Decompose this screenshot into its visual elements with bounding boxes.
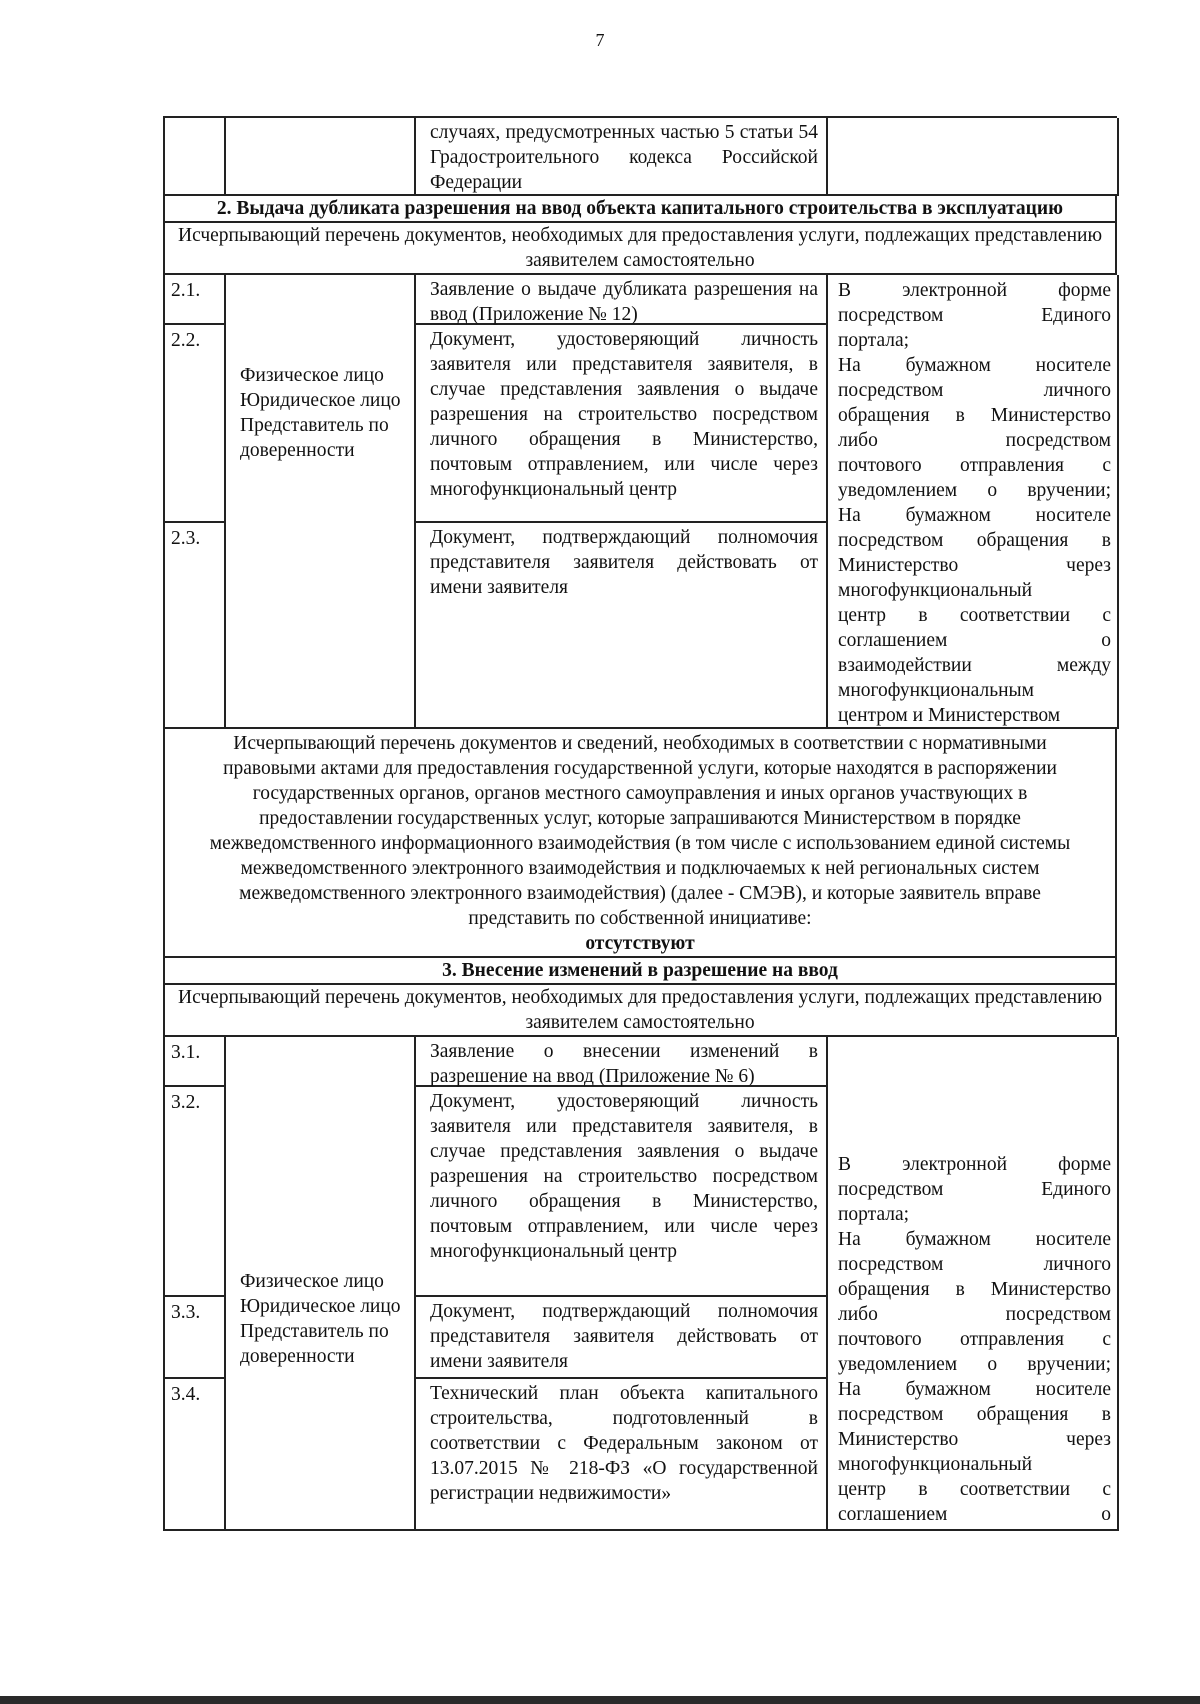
method-line: посредством личного	[838, 1254, 1111, 1275]
method-line: Министерство через	[838, 555, 1111, 576]
document-name: Документ, подтверждающий полномочия представителя заявителя действовать от имени заявителя	[416, 1297, 828, 1379]
document-name: Документ, удостоверяющий личность заявителя или представителя заявителя, в случае представления заявления о выдаче разрешения на строительство посредством личного обращения в Министерство, почтовым отправлением, или числе через многофункциональный центр	[416, 1087, 828, 1297]
section-3-list-header: Исчерпывающий перечень документов, необходимых для предоставления услуги, подлежащих представлению заявителем самостоятельно	[163, 985, 1117, 1037]
method-line: портала;	[838, 1204, 910, 1225]
applicant-type: Юридическое лицо	[240, 1296, 401, 1317]
method-line: посредством Единого	[838, 305, 1111, 326]
method-line: На бумажном носителе	[838, 1379, 1111, 1400]
row-number: 3.3.	[165, 1297, 226, 1379]
method-line: почтового отправления с	[838, 455, 1111, 476]
method-line: посредством обращения в	[838, 1404, 1111, 1425]
document-name: Заявление о внесении изменений в разрешение на ввод (Приложение № 6)	[416, 1037, 828, 1087]
applicant-type: Представитель по доверенности	[240, 415, 389, 461]
document-name: Документ, удостоверяющий личность заявителя или представителя заявителя, в случае представления заявления о выдаче разрешения на строительство посредством личного обращения в Министерство, почтовым отправлением, или числе через многофункциональный центр	[416, 325, 828, 523]
continuation-row	[163, 116, 1117, 196]
method-line: соглашением о	[838, 1504, 1111, 1525]
document-name: Технический план объекта капитального строительства, подготовленный в соответствии с Федеральным законом от 13.07.2015 № 218-ФЗ «О государственной регистрации недвижимости»	[416, 1379, 828, 1531]
method-line: обращения в Министерство	[838, 1279, 1111, 1300]
page-number: 7	[595, 30, 605, 50]
row-number: 2.3.	[165, 523, 226, 729]
section-2-list-header: Исчерпывающий перечень документов, необходимых для предоставления услуги, подлежащих представлению заявителем самостоятельно	[163, 223, 1117, 275]
section-3-title: 3. Внесение изменений в разрешение на ввод	[163, 958, 1117, 985]
cell-empty	[828, 118, 1119, 196]
applicant-type: Физическое лицо	[240, 365, 384, 386]
method-line: В электронной форме	[838, 280, 1111, 301]
method-line: взаимодействии между	[838, 655, 1111, 676]
method-line: многофункциональным	[838, 680, 1034, 701]
row-number: 2.1.	[165, 275, 226, 325]
method-line: соглашением о	[838, 630, 1111, 651]
document-name: Заявление о выдаче дубликата разрешения на ввод (Приложение № 12)	[416, 275, 828, 325]
continuation-text: случаях, предусмотренных частью 5 статьи 54 Градостроительного кодекса Российской Федерации	[416, 118, 828, 196]
submission-method	[828, 1037, 1119, 1531]
interagency-result: отсутствуют	[585, 933, 695, 954]
scan-edge	[0, 1696, 1200, 1704]
method-line: уведомлением о вручении;	[838, 1354, 1111, 1375]
method-line: либо посредством	[838, 430, 1111, 451]
method-line: посредством обращения в	[838, 530, 1111, 551]
section-3-documents	[163, 1037, 1117, 1531]
row-number: 3.2.	[165, 1087, 226, 1297]
method-line: центр в соответствии с	[838, 1479, 1111, 1500]
applicant-types	[226, 1037, 416, 1531]
section-2-title: 2. Выдача дубликата разрешения на ввод объекта капитального строительства в эксплуатацию	[163, 196, 1117, 223]
applicant-type: Юридическое лицо	[240, 390, 401, 411]
document-name: Документ, подтверждающий полномочия представителя заявителя действовать от имени заявителя	[416, 523, 828, 729]
method-line: многофункциональный	[838, 580, 1033, 601]
method-line: На бумажном носителе	[838, 505, 1111, 526]
method-line: посредством Единого	[838, 1179, 1111, 1200]
method-line: Министерство через	[838, 1429, 1111, 1450]
row-number: 3.4.	[165, 1379, 226, 1531]
section-2-documents	[163, 275, 1117, 729]
method-line: На бумажном носителе	[838, 1229, 1111, 1250]
applicant-types	[226, 275, 416, 729]
services-table	[163, 116, 1117, 1531]
method-line: многофункциональный	[838, 1454, 1033, 1475]
interagency-text: Исчерпывающий перечень документов и сведений, необходимых в соответствии с нормативными правовыми актами для предоставления государственной услуги, которые находятся в распоряжении государственных органов, органов местного самоуправления и иных органов участвующих в предоставлении государственных услуг, которые запрашиваются Министерством в порядке межведомственного информационного взаимодействия (в том числе с использованием единой системы межведомственного электронного взаимодействия и подключаемых к ней региональных систем межведомственного электронного взаимодействия) (далее - СМЭВ), и которые заявитель вправе представить по собственной инициативе:	[209, 733, 1071, 929]
cell-empty	[226, 118, 416, 196]
method-line: почтового отправления с	[838, 1329, 1111, 1350]
method-line: В электронной форме	[838, 1154, 1111, 1175]
method-line: уведомлением о вручении;	[838, 480, 1111, 501]
cell-empty	[165, 118, 226, 196]
submission-method	[828, 275, 1119, 729]
interagency-paragraph	[163, 729, 1117, 958]
row-number: 3.1.	[165, 1037, 226, 1087]
method-line: центр в соответствии с	[838, 605, 1111, 626]
method-line: посредством личного	[838, 380, 1111, 401]
applicant-type: Представитель по доверенности	[240, 1321, 389, 1367]
method-line: центром и Министерством	[838, 705, 1061, 726]
method-line: либо посредством	[838, 1304, 1111, 1325]
method-line: портала;	[838, 330, 910, 351]
row-number: 2.2.	[165, 325, 226, 523]
applicant-type: Физическое лицо	[240, 1271, 384, 1292]
method-line: обращения в Министерство	[838, 405, 1111, 426]
method-line: На бумажном носителе	[838, 355, 1111, 376]
